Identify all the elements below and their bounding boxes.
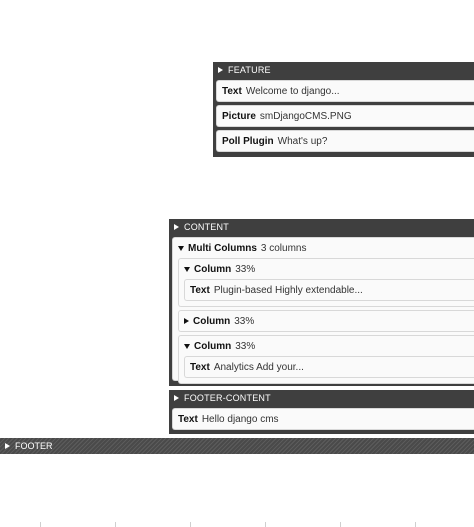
divider xyxy=(265,522,266,527)
divider xyxy=(40,522,41,527)
plugin-summary: Plugin-based Highly extendable... xyxy=(213,284,363,296)
plugin-summary: 33% xyxy=(235,340,256,352)
plugin-summary: What's up? xyxy=(277,135,328,147)
content-placeholder-header[interactable] xyxy=(169,219,474,235)
plugin-summary: Hello django cms xyxy=(201,413,279,425)
expand-arrow-icon xyxy=(218,67,223,73)
plugin-type: Text xyxy=(222,85,242,97)
expand-arrow-icon xyxy=(5,443,10,449)
plugin-type: Multi Columns xyxy=(188,242,257,254)
collapse-arrow-icon[interactable] xyxy=(184,344,190,349)
plugin-type: Text xyxy=(190,361,210,373)
divider xyxy=(415,522,416,527)
column-header[interactable] xyxy=(179,311,474,331)
expand-arrow-icon xyxy=(174,224,179,230)
multi-columns-header[interactable] xyxy=(173,238,474,258)
placeholder-label: FOOTER xyxy=(15,441,53,451)
feature-placeholder-header[interactable] xyxy=(213,62,474,78)
placeholder-label: FEATURE xyxy=(228,65,271,75)
plugin-type: Picture xyxy=(222,110,256,122)
plugin-text-hello[interactable] xyxy=(172,408,474,430)
plugin-poll[interactable] xyxy=(216,130,474,152)
divider xyxy=(190,522,191,527)
plugin-picture[interactable] xyxy=(216,105,474,127)
plugin-type: Column xyxy=(194,263,232,275)
plugin-summary: 33% xyxy=(234,315,255,327)
footer-placeholder-bar[interactable] xyxy=(0,438,474,454)
plugin-type: Column xyxy=(194,340,232,352)
feature-placeholder xyxy=(213,62,474,157)
footer-content-placeholder xyxy=(169,390,474,434)
column-header[interactable] xyxy=(179,259,474,279)
plugin-text-welcome[interactable] xyxy=(216,80,474,102)
plugin-type: Poll Plugin xyxy=(222,135,274,147)
plugin-summary: 33% xyxy=(235,263,256,275)
plugin-type: Column xyxy=(193,315,231,327)
footer-content-placeholder-header[interactable] xyxy=(169,390,474,406)
plugin-column-3[interactable] xyxy=(178,335,474,384)
bottom-dividers xyxy=(0,522,474,527)
expand-arrow-icon xyxy=(174,395,179,401)
plugin-type: Text xyxy=(190,284,210,296)
plugin-summary: Analytics Add your... xyxy=(213,361,304,373)
placeholder-label: FOOTER-CONTENT xyxy=(184,393,271,403)
plugin-text-extendable[interactable] xyxy=(184,279,474,301)
plugin-multi-columns[interactable] xyxy=(172,237,474,381)
plugin-column-2[interactable] xyxy=(178,310,474,332)
collapse-arrow-icon[interactable] xyxy=(178,246,184,251)
plugin-column-1[interactable] xyxy=(178,258,474,307)
placeholder-label: CONTENT xyxy=(184,222,229,232)
plugin-text-analytics[interactable] xyxy=(184,356,474,378)
column-header[interactable] xyxy=(179,336,474,356)
collapse-arrow-icon[interactable] xyxy=(184,267,190,272)
expand-arrow-icon[interactable] xyxy=(184,318,189,324)
divider xyxy=(340,522,341,527)
plugin-summary: Welcome to django... xyxy=(245,85,340,97)
plugin-summary: 3 columns xyxy=(260,242,307,254)
content-placeholder xyxy=(169,219,474,386)
divider xyxy=(115,522,116,527)
plugin-type: Text xyxy=(178,413,198,425)
plugin-summary: smDjangoCMS.PNG xyxy=(259,110,352,122)
